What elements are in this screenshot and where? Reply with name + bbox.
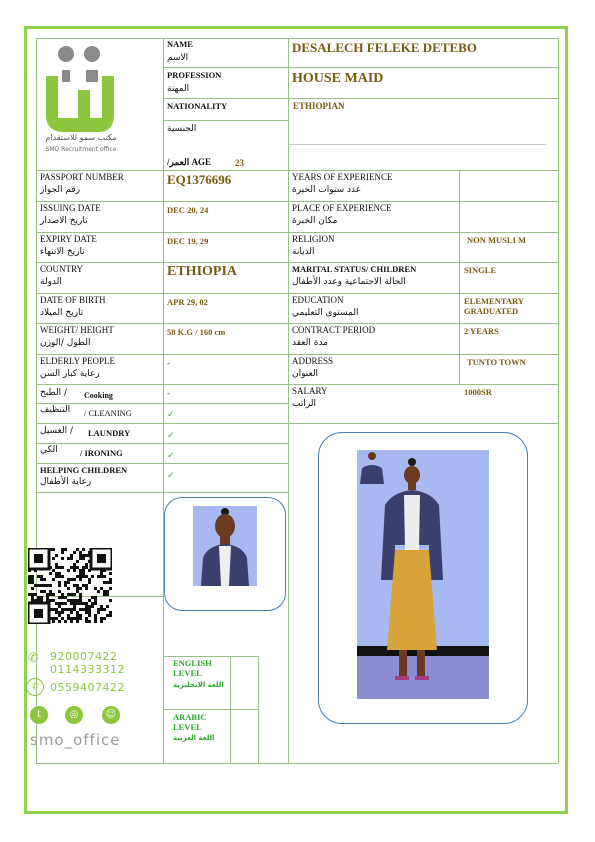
nationality-label: NATIONALITY bbox=[167, 101, 228, 111]
helping-children-label-ar: رعاية الأطفال bbox=[40, 477, 92, 487]
age-value: 23 bbox=[235, 158, 244, 168]
right-row-label-ar: الحالة الاجتماعية وعدد الأطفال bbox=[292, 277, 406, 287]
right-row-label-ar: مدة العقد bbox=[292, 338, 328, 348]
ironing-label-ar: الكي bbox=[40, 445, 58, 455]
grid-line bbox=[36, 293, 558, 294]
logo-brand-en: SMO Recruitment office bbox=[45, 146, 117, 153]
right-row-label: CONTRACT PERIOD bbox=[292, 325, 376, 335]
left-row-value: DEC 20, 24 bbox=[167, 205, 209, 215]
left-row-label: EXPIRY DATE bbox=[40, 234, 97, 244]
grid-line bbox=[163, 709, 258, 710]
left-row-label-ar: تاريخ الانتهاء bbox=[40, 247, 85, 257]
grid-line bbox=[36, 463, 288, 464]
english-level-label-ar: اللغة الانجليزية bbox=[173, 681, 224, 689]
right-row-label: PLACE OF EXPERIENCE bbox=[292, 203, 392, 213]
profession-label: PROFESSION bbox=[167, 70, 222, 80]
left-row-value: DEC 19, 29 bbox=[167, 236, 209, 246]
whatsapp-icon: ✆ bbox=[26, 678, 44, 696]
ironing-check-icon: ✓ bbox=[167, 451, 175, 461]
right-row-label: ADDRESS bbox=[292, 356, 334, 366]
full-body-photo bbox=[357, 450, 489, 699]
helping-children-label: HELPING CHILDREN bbox=[40, 465, 128, 475]
grid-line bbox=[163, 120, 288, 121]
profession-value: HOUSE MAID bbox=[292, 71, 384, 86]
cleaning-label-ar: التنظيف bbox=[40, 405, 71, 415]
profession-label-ar: المهنة bbox=[167, 84, 190, 94]
grid-line bbox=[36, 262, 558, 263]
grid-line bbox=[163, 38, 164, 763]
right-row-value: SINGLE bbox=[464, 265, 497, 275]
name-label-ar: الاسم bbox=[167, 53, 189, 63]
english-level-label: ENGLISH LEVEL bbox=[173, 658, 212, 678]
nationality-label-ar: الجنسية bbox=[167, 124, 197, 134]
cleaning-label: / CLEANING bbox=[84, 408, 132, 418]
grid-line bbox=[36, 354, 558, 355]
right-row-label: YEARS OF EXPERIENCE bbox=[292, 172, 393, 182]
laundry-label: LAUNDRY bbox=[88, 428, 131, 438]
thumbnail-photo bbox=[357, 450, 387, 484]
grid-line bbox=[258, 656, 259, 763]
right-row-value: 2 YEARS bbox=[464, 326, 499, 336]
left-row-label: DATE OF BIRTH bbox=[40, 295, 106, 305]
left-row-label-ar: الطبخ / bbox=[40, 388, 68, 398]
portrait-photo-frame bbox=[164, 497, 286, 611]
right-row-label: RELIGION bbox=[292, 234, 335, 244]
left-row-label: Cooking bbox=[84, 391, 113, 400]
phone-number-2: 0114333312 bbox=[50, 663, 125, 676]
grid-line bbox=[36, 443, 288, 444]
qr-code bbox=[28, 548, 112, 629]
left-row-value: - bbox=[167, 388, 170, 398]
grid-line bbox=[36, 232, 558, 233]
helping-children-check-icon: ✓ bbox=[167, 471, 175, 481]
left-row-label-ar: رعاية كبار السن bbox=[40, 369, 100, 379]
left-row-label: WEIGHT/ HEIGHT bbox=[40, 325, 114, 335]
right-row-value: NON MUSLI M bbox=[467, 235, 527, 245]
left-row-value: APR 29, 02 bbox=[167, 297, 208, 307]
laundry-label-ar: الغسيل / bbox=[40, 426, 74, 436]
grid-line bbox=[163, 98, 558, 99]
right-row-label: MARITAL STATUS/ CHILDREN bbox=[292, 264, 417, 274]
grid-line bbox=[36, 38, 558, 39]
right-row-label-ar: مكان الخبرة bbox=[292, 216, 338, 226]
ironing-label: / IRONING bbox=[80, 448, 123, 458]
left-row-label-ar: الدولة bbox=[40, 277, 62, 287]
grid-line bbox=[459, 170, 460, 384]
social-handle: smo_office bbox=[30, 731, 121, 749]
grid-line bbox=[36, 423, 558, 424]
portrait-photo bbox=[193, 506, 257, 586]
phone-icon: ✆ bbox=[28, 651, 39, 666]
right-row-label-ar: المستوى التعليمي bbox=[292, 308, 359, 318]
left-row-label: COUNTRY bbox=[40, 264, 84, 274]
name-value: DESALECH FELEKE DETEBO bbox=[292, 40, 477, 55]
logo-brand-ar: مكتب سمو للاستقدام bbox=[45, 133, 117, 142]
grid-line bbox=[558, 38, 559, 763]
right-row-label-ar: الراتب bbox=[292, 399, 317, 409]
arabic-level-label: ARABIC LEVEL bbox=[173, 712, 207, 732]
grid-line bbox=[36, 492, 288, 493]
grid-line bbox=[36, 201, 558, 202]
right-row-label: SALARY bbox=[292, 386, 328, 396]
left-row-label: ISSUING DATE bbox=[40, 203, 101, 213]
laundry-check-icon: ✓ bbox=[167, 431, 175, 441]
left-row-label-ar: رقم الجواز bbox=[40, 185, 81, 195]
right-row-label-ar: الديانة bbox=[292, 247, 315, 257]
left-row-label-ar: تاريخ الميلاد bbox=[40, 308, 84, 318]
left-row-value: - bbox=[167, 358, 170, 368]
right-row-label-ar: عدد سنوات الخبرة bbox=[292, 185, 362, 195]
nationality-value: ETHIOPIAN bbox=[293, 101, 345, 111]
grid-line bbox=[36, 384, 558, 385]
arabic-level-label-ar: اللغة العربية bbox=[173, 734, 215, 742]
age-label: /العمر AGE bbox=[167, 157, 212, 167]
phone-number-3: 0559407422 bbox=[50, 681, 125, 694]
name-label: NAME bbox=[167, 39, 193, 49]
left-row-label: PASSPORT NUMBER bbox=[40, 172, 124, 182]
right-row-value: TUNTO TOWN bbox=[467, 357, 526, 367]
instagram-icon[interactable]: ◎ bbox=[65, 706, 83, 724]
left-row-value: 58 K.G / 160 cm bbox=[167, 327, 226, 337]
left-row-label-ar: الطول /الوزن bbox=[40, 338, 91, 348]
logo bbox=[36, 40, 126, 170]
grid-line bbox=[36, 763, 558, 764]
left-row-value: EQ1376696 bbox=[167, 172, 232, 187]
right-row-label: EDUCATION bbox=[292, 295, 344, 305]
right-row-value: ELEMENTARY GRADUATED bbox=[464, 296, 524, 316]
left-row-label: ELDERLY PEOPLE bbox=[40, 356, 116, 366]
grid-line bbox=[288, 144, 546, 145]
grid-line bbox=[288, 38, 289, 763]
right-row-value: 1000SR bbox=[464, 387, 492, 397]
grid-line bbox=[36, 323, 558, 324]
grid-line bbox=[36, 170, 558, 171]
grid-line bbox=[36, 403, 288, 404]
cleaning-check-icon: ✓ bbox=[167, 410, 175, 420]
full-body-photo-frame bbox=[318, 432, 528, 724]
left-row-value: ETHIOPIA bbox=[167, 264, 238, 279]
phone-number-1: 920007422 bbox=[50, 650, 118, 663]
logo-mark-icon bbox=[36, 40, 126, 140]
right-row-label-ar: العنوان bbox=[292, 369, 319, 379]
grid-line bbox=[163, 656, 258, 657]
snapchat-icon[interactable]: ☺ bbox=[102, 706, 120, 724]
left-row-label-ar: تاريخ الاصدار bbox=[40, 216, 88, 226]
twitter-icon[interactable]: t bbox=[30, 706, 48, 724]
grid-line bbox=[163, 67, 558, 68]
